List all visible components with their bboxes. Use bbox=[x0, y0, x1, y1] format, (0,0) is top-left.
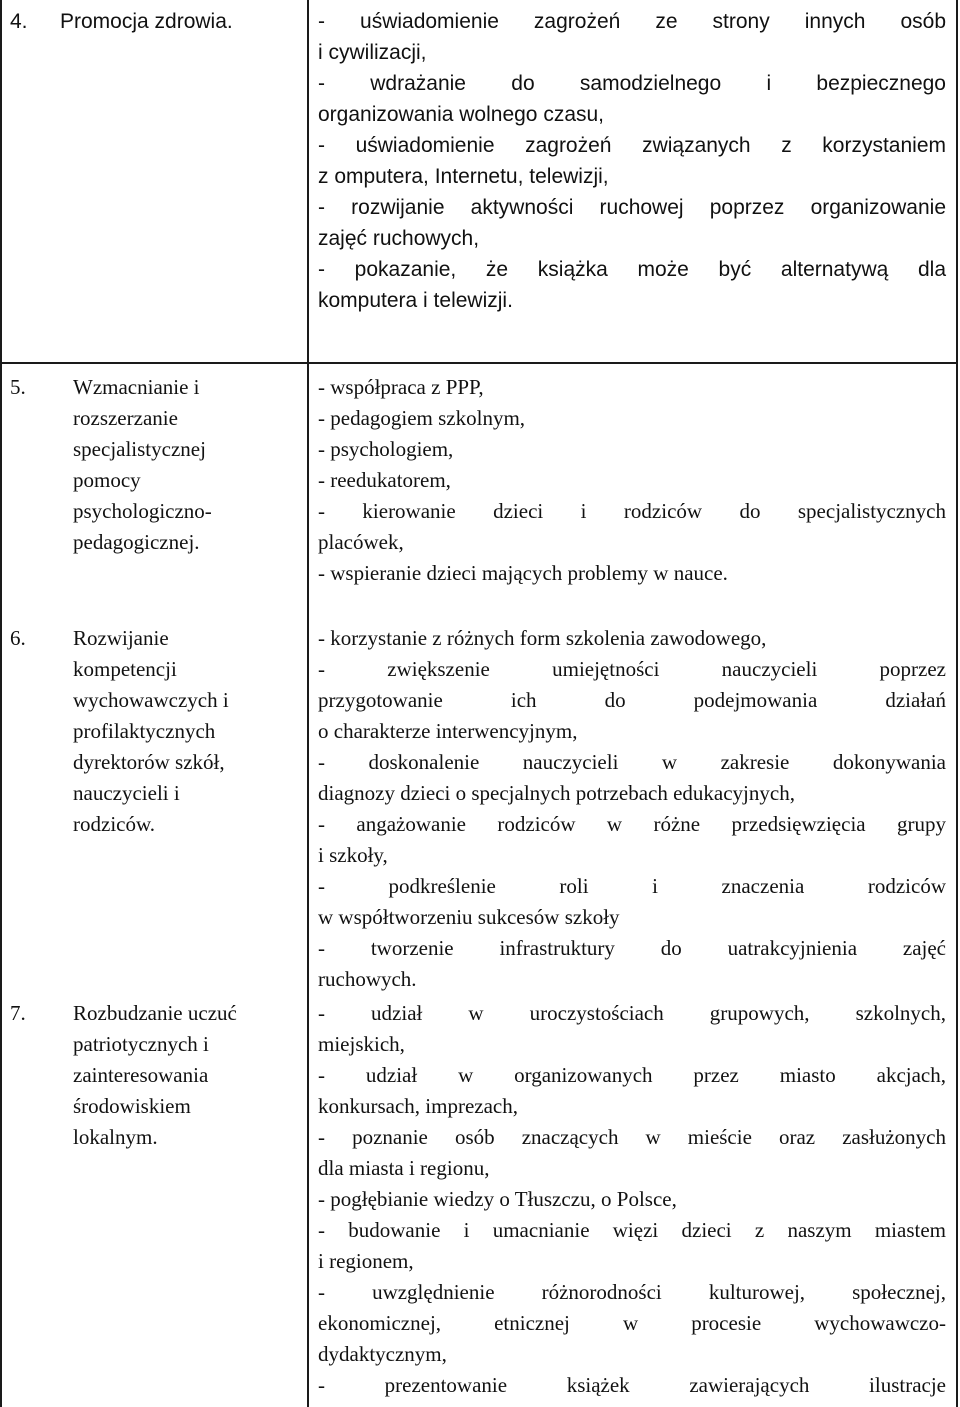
content-line: - zwiększenie umiejętności nauczycieli poprzez bbox=[318, 657, 946, 681]
title-line: wychowawczych i bbox=[73, 688, 229, 712]
row-content bbox=[318, 623, 946, 995]
content-line: i cywilizacji, bbox=[318, 41, 427, 64]
content-line: - uwzględnienie różnorodności kulturowej, społecznej, bbox=[318, 1280, 946, 1304]
title-line: rozszerzanie bbox=[73, 406, 178, 430]
title-line: pomocy bbox=[73, 468, 141, 492]
title-line: Promocja zdrowia. bbox=[60, 10, 233, 33]
content-line: - wspieranie dzieci mających problemy w nauce. bbox=[318, 561, 728, 585]
title-line: pedagogicznej. bbox=[73, 530, 200, 554]
row-title bbox=[73, 372, 305, 558]
content-line: konkursach, imprezach, bbox=[318, 1094, 519, 1118]
content-line: dla miasta i regionu, bbox=[318, 1156, 490, 1180]
content-line: organizowania wolnego czasu, bbox=[318, 103, 605, 126]
title-line: Rozwijanie bbox=[73, 626, 169, 650]
content-line: - budowanie i umacnianie więzi dzieci z naszym miastem bbox=[318, 1218, 946, 1242]
title-line: lokalnym. bbox=[73, 1125, 158, 1149]
title-line: Wzmacnianie i bbox=[73, 375, 200, 399]
content-line: - reedukatorem, bbox=[318, 468, 451, 492]
row-content bbox=[318, 998, 946, 1401]
content-line: - pogłębianie wiedzy o Tłuszczu, o Polsce, bbox=[318, 1187, 677, 1211]
content-line: - udział w organizowanych przez miasto akcjach, bbox=[318, 1063, 946, 1087]
content-line: - prezentowanie książek zawierających ilustracje bbox=[318, 1373, 946, 1397]
content-line: dydaktycznym, bbox=[318, 1342, 447, 1366]
content-line: zajęć ruchowych, bbox=[318, 227, 480, 250]
content-line: w współtworzeniu sukcesów szkoły bbox=[318, 905, 620, 929]
row-number: 5. bbox=[10, 375, 26, 399]
title-line: zainteresowania bbox=[73, 1063, 209, 1087]
table-border-left bbox=[0, 0, 2, 1407]
content-line: - pedagogiem szkolnym, bbox=[318, 406, 526, 430]
title-line: kompetencji bbox=[73, 657, 177, 681]
title-line: dyrektorów szkół, bbox=[73, 750, 225, 774]
content-line: przygotowanie ich do podejmowania działań bbox=[318, 688, 946, 712]
title-line: patriotycznych i bbox=[73, 1032, 209, 1056]
title-line: środowiskiem bbox=[73, 1094, 191, 1118]
content-line: - psychologiem, bbox=[318, 437, 454, 461]
row-number: 4. bbox=[10, 10, 28, 33]
content-line: - uświadomienie zagrożeń ze strony innych osób bbox=[318, 10, 946, 33]
content-line: - poznanie osób znaczących w mieście oraz zasłużonych bbox=[318, 1125, 946, 1149]
title-line: psychologiczno- bbox=[73, 499, 212, 523]
content-line: - współpraca z PPP, bbox=[318, 375, 484, 399]
content-line: placówek, bbox=[318, 530, 404, 554]
content-line: - angażowanie rodziców w różne przedsięwzięcia grupy bbox=[318, 812, 946, 836]
content-line: - tworzenie infrastruktury do uatrakcyjnienia zajęć bbox=[318, 936, 946, 960]
content-line: - rozwijanie aktywności ruchowej poprzez organizowanie bbox=[318, 196, 946, 219]
content-line: - udział w uroczystościach grupowych, szkolnych, bbox=[318, 1001, 946, 1025]
content-line: miejskich, bbox=[318, 1032, 405, 1056]
row-content bbox=[318, 372, 946, 589]
content-line: - uświadomienie zagrożeń związanych z korzystaniem bbox=[318, 134, 946, 157]
content-line: komputera i telewizji. bbox=[318, 289, 513, 312]
content-line: - podkreślenie roli i znaczenia rodziców bbox=[318, 874, 946, 898]
content-line: z omputera, Internetu, telewizji, bbox=[318, 165, 609, 188]
content-line: - kierowanie dzieci i rodziców do specjalistycznych bbox=[318, 499, 946, 523]
row-title bbox=[73, 623, 305, 840]
title-line: profilaktycznych bbox=[73, 719, 216, 743]
content-line: - doskonalenie nauczycieli w zakresie dokonywania bbox=[318, 750, 946, 774]
content-line: - korzystanie z różnych form szkolenia zawodowego, bbox=[318, 626, 767, 650]
content-line: i szkoły, bbox=[318, 843, 388, 867]
content-line: ruchowych. bbox=[318, 967, 417, 991]
content-line: - wdrażanie do samodzielnego i bezpiecznego bbox=[318, 72, 946, 95]
content-line: i regionem, bbox=[318, 1249, 414, 1273]
row-divider bbox=[2, 362, 958, 364]
title-line: specjalistycznej bbox=[73, 437, 206, 461]
row-number: 7. bbox=[10, 1001, 26, 1025]
content-line: diagnozy dzieci o specjalnych potrzebach edukacyjnych, bbox=[318, 781, 795, 805]
row-number: 6. bbox=[10, 626, 26, 650]
content-line: ekonomicznej, etnicznej w procesie wychowawczo- bbox=[318, 1311, 946, 1335]
title-line: rodziców. bbox=[73, 812, 156, 836]
content-line: - pokazanie, że książka może być alternatywą dla bbox=[318, 258, 946, 281]
content-line: o charakterze interwencyjnym, bbox=[318, 719, 578, 743]
table-border-middle bbox=[307, 0, 309, 1407]
title-line: nauczycieli i bbox=[73, 781, 180, 805]
row-title bbox=[73, 998, 305, 1153]
table-border-right bbox=[956, 0, 958, 1407]
row-title bbox=[60, 6, 300, 37]
row-content bbox=[318, 6, 946, 316]
title-line: Rozbudzanie uczuć bbox=[73, 1001, 237, 1025]
